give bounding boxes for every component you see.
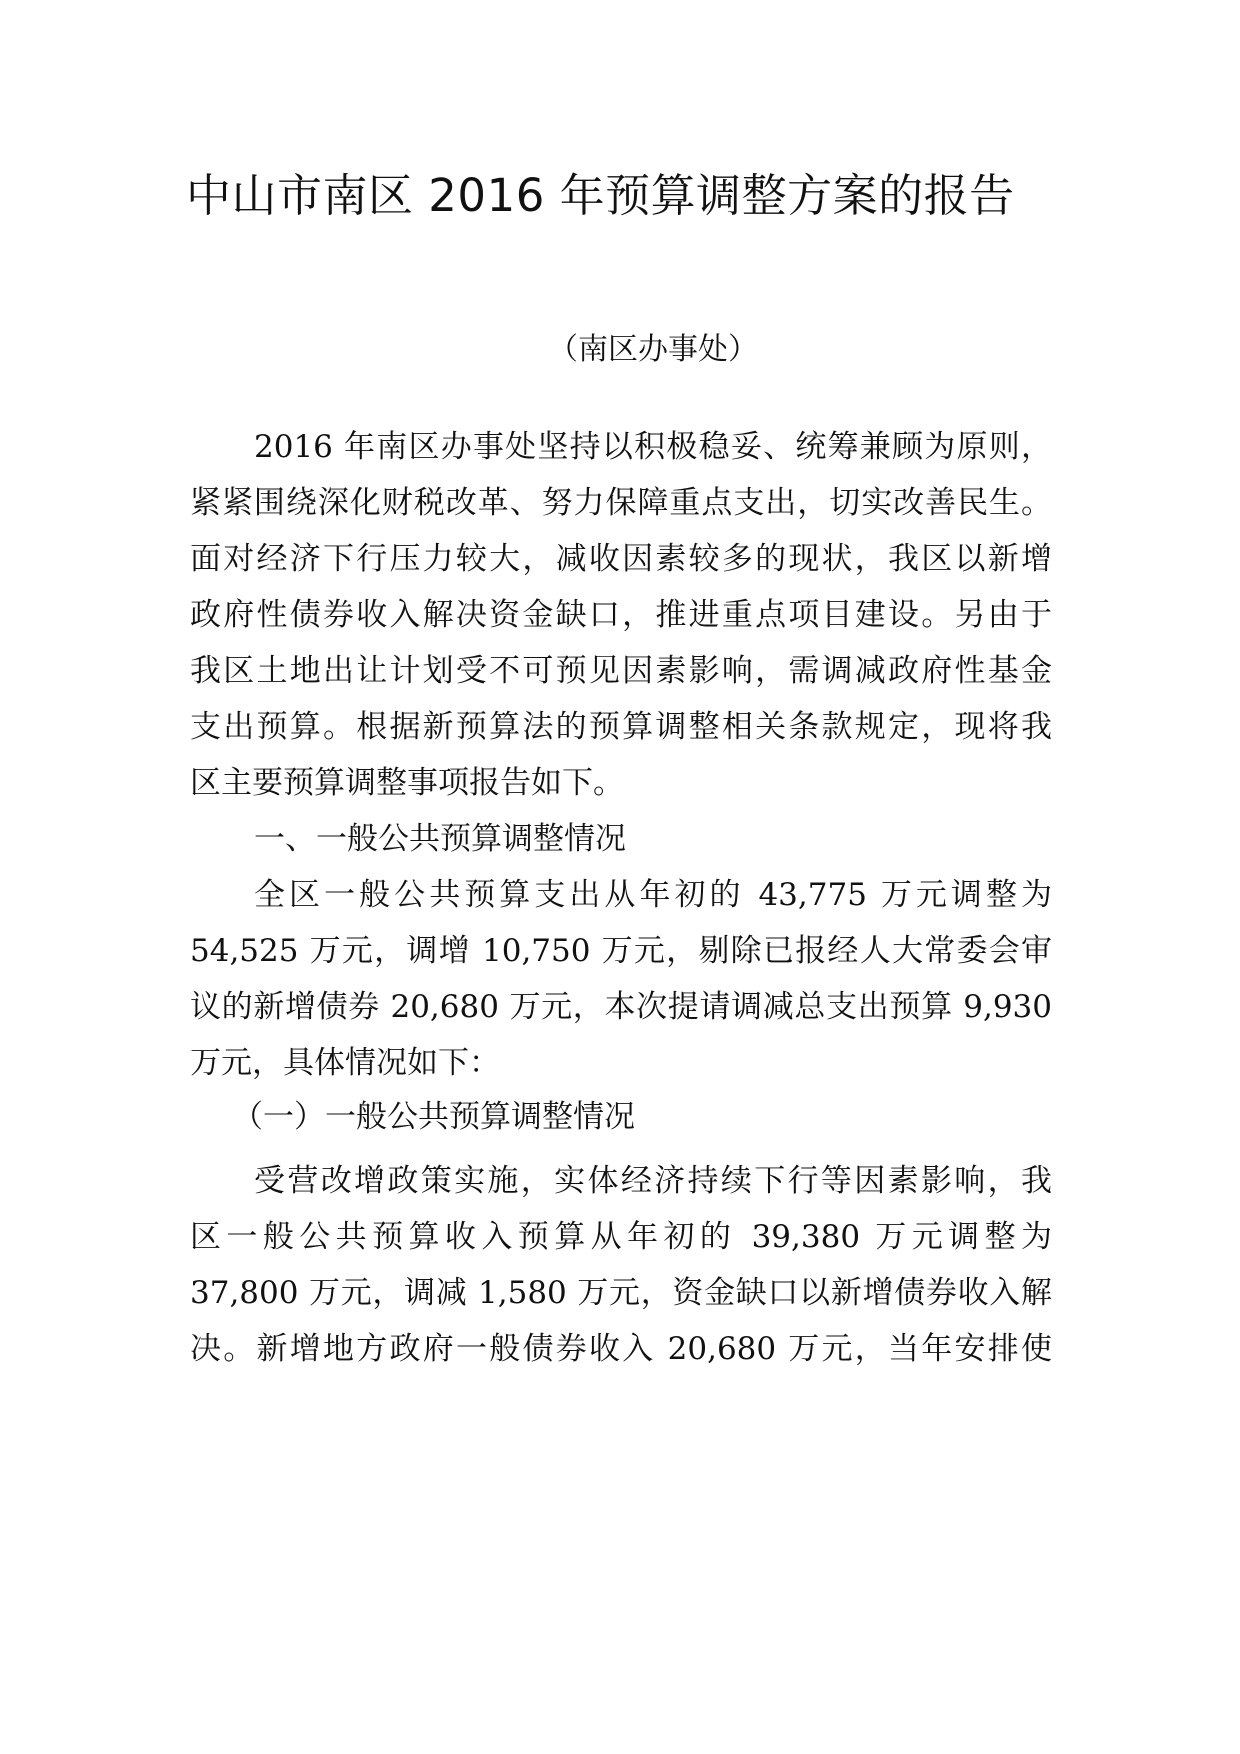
paragraph-line: 政府性债券收入解决资金缺口，推进重点项目建设。另由于 xyxy=(190,597,1052,633)
paragraph-line: 受营改增政策实施，实体经济持续下行等因素影响，我 xyxy=(254,1163,1052,1199)
paragraph-line: 37,800 万元，调减 1,580 万元，资金缺口以新增债券收入解 xyxy=(190,1275,1052,1311)
paragraph-line: 2016 年南区办事处坚持以积极稳妥、统筹兼顾为原则， xyxy=(254,429,1052,465)
subsection-heading: （一）一般公共预算调整情况 xyxy=(232,1099,635,1135)
paragraph-line: 全区一般公共预算支出从年初的 43,775 万元调整为 xyxy=(254,877,1052,913)
document-title: 中山市南区 2016 年预算调整方案的报告 xyxy=(186,169,1015,222)
paragraph-line: 支出预算。根据新预算法的预算调整相关条款规定，现将我 xyxy=(190,709,1052,745)
paragraph-line: 54,525 万元，调增 10,750 万元，剔除已报经人大常委会审 xyxy=(190,933,1052,969)
document-author: （南区办事处） xyxy=(548,332,758,367)
paragraph-line: 区主要预算调整事项报告如下。 xyxy=(190,765,624,801)
paragraph-line: 面对经济下行压力较大，减收因素较多的现状，我区以新增 xyxy=(190,541,1052,577)
section-heading: 一、一般公共预算调整情况 xyxy=(254,821,626,857)
paragraph-line: 议的新增债券 20,680 万元，本次提请调减总支出预算 9,930 xyxy=(190,989,1052,1025)
paragraph-line: 万元，具体情况如下： xyxy=(190,1045,500,1081)
paragraph-line: 紧紧围绕深化财税改革、努力保障重点支出，切实改善民生。 xyxy=(190,485,1052,521)
paragraph-line: 区一般公共预算收入预算从年初的 39,380 万元调整为 xyxy=(190,1219,1052,1255)
paragraph-line: 决。新增地方政府一般债券收入 20,680 万元，当年安排使 xyxy=(190,1331,1052,1367)
paragraph-line: 我区土地出让计划受不可预见因素影响，需调减政府性基金 xyxy=(190,653,1052,689)
